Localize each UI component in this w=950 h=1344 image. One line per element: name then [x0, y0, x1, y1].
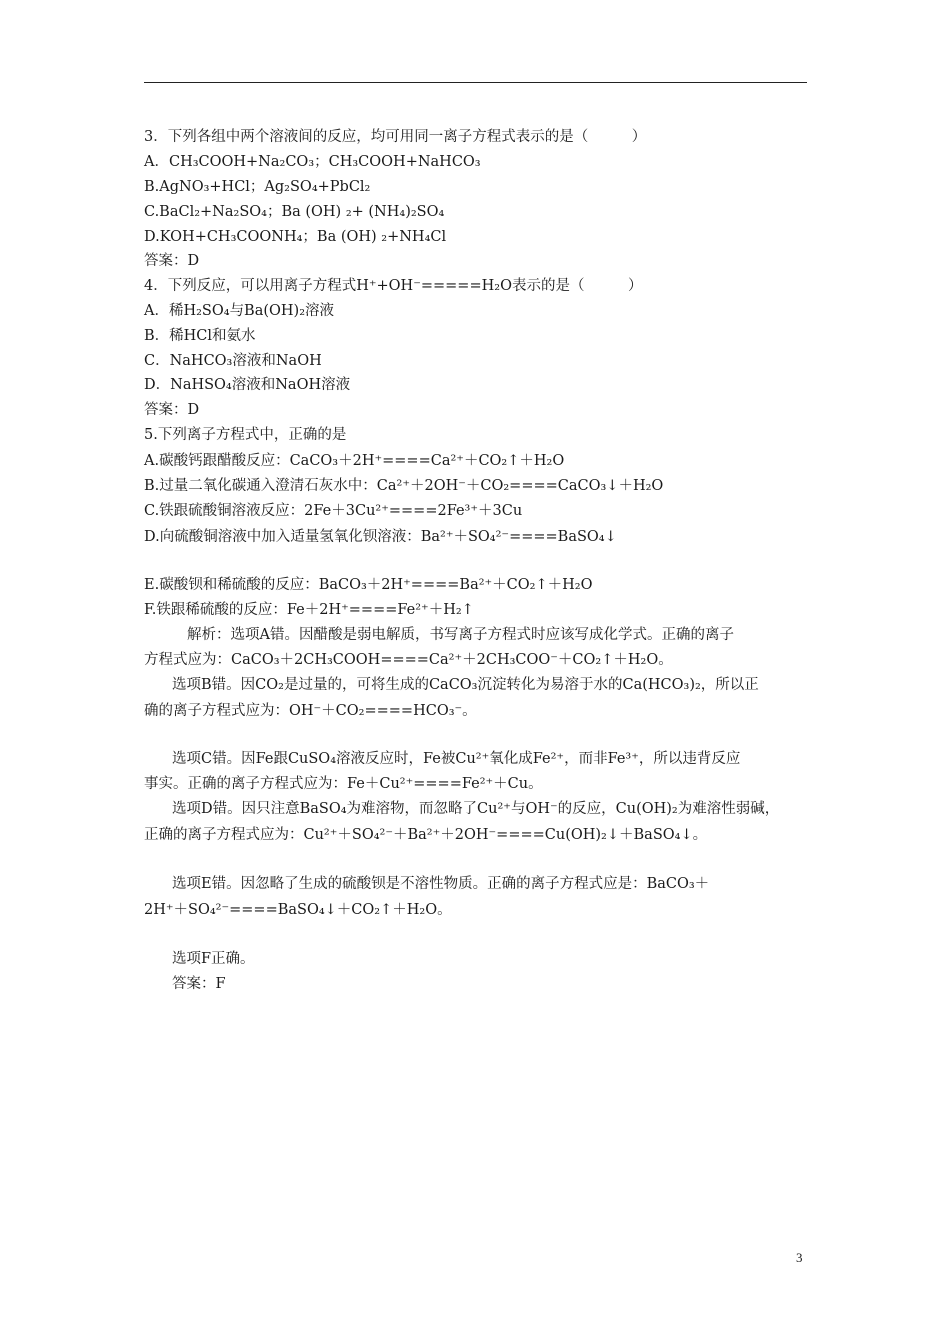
question-3-stem: 3．下列各组中两个溶液间的反应，均可用同一离子方程式表示的是（ ）: [144, 129, 647, 145]
analysis-e-line-2: 2H⁺＋SO₄²⁻====BaSO₄↓＋CO₂↑＋H₂O。: [144, 902, 452, 918]
question-3-option-d: D.KOH+CH₃COONH₄；Ba (OH) ₂+NH₄Cl: [144, 229, 447, 245]
question-4-stem: 4．下列反应，可以用离子方程式H⁺+OH⁻=====H₂O表示的是（ ）: [144, 278, 643, 294]
analysis-c-line-2: 事实。正确的离子方程式应为：Fe＋Cu²⁺====Fe²⁺＋Cu。: [144, 776, 543, 792]
question-4-option-b: B．稀HCl和氨水: [144, 328, 256, 344]
question-4-option-d: D．NaHSO₄溶液和NaOH溶液: [144, 377, 351, 393]
question-5-option-d: D.向硫酸铜溶液中加入适量氢氧化钡溶液：Ba²⁺＋SO₄²⁻====BaSO₄↓: [144, 529, 617, 545]
analysis-e-line-1: 选项E错。因忽略了生成的硫酸钡是不溶性物质。正确的离子方程式应是：BaCO₃＋: [172, 876, 710, 892]
analysis-d-line-2: 正确的离子方程式应为：Cu²⁺＋SO₄²⁻＋Ba²⁺＋2OH⁻====Cu(OH)₂↓＋BaSO₄↓。: [144, 827, 708, 843]
question-3-option-a: A．CH₃COOH+Na₂CO₃；CH₃COOH+NaHCO₃: [144, 154, 481, 170]
question-5-answer: 答案：F: [172, 976, 226, 992]
question-3-option-b: B.AgNO₃+HCl；Ag₂SO₄+PbCl₂: [144, 179, 371, 195]
page-number: 3: [796, 1250, 803, 1265]
header-rule: [144, 82, 807, 83]
analysis-b-line-2: 确的离子方程式应为：OH⁻＋CO₂====HCO₃⁻。: [144, 703, 477, 719]
question-3-option-c: C.BaCl₂+Na₂SO₄；Ba (OH) ₂+ (NH₄)₂SO₄: [144, 204, 445, 220]
question-3-answer: 答案：D: [144, 253, 200, 269]
question-4-option-c: C．NaHCO₃溶液和NaOH: [144, 353, 322, 369]
question-5-option-b: B.过量二氧化碳通入澄清石灰水中：Ca²⁺＋2OH⁻＋CO₂====CaCO₃↓＋H₂O: [144, 478, 664, 494]
question-5-stem: 5.下列离子方程式中，正确的是: [144, 427, 347, 443]
analysis-d-line-1: 选项D错。因只注意BaSO₄为难溶物，而忽略了Cu²⁺与OH⁻的反应，Cu(OH)₂为难溶性弱碱，: [172, 801, 780, 817]
analysis-a-line-1: 解析：选项A错。因醋酸是弱电解质，书写离子方程式时应该写成化学式。正确的离子: [187, 627, 734, 643]
question-4-option-a: A．稀H₂SO₄与Ba(OH)₂溶液: [144, 303, 335, 319]
analysis-a-line-2: 方程式应为：CaCO₃＋2CH₃COOH====Ca²⁺＋2CH₃COO⁻＋CO₂↑＋H₂O。: [144, 652, 673, 668]
question-4-answer: 答案：D: [144, 402, 200, 418]
analysis-b-line-1: 选项B错。因CO₂是过量的，可将生成的CaCO₃沉淀转化为易溶于水的Ca(HCO₃)₂，所以正: [172, 677, 759, 693]
analysis-c-line-1: 选项C错。因Fe跟CuSO₄溶液反应时，Fe被Cu²⁺氧化成Fe²⁺，而非Fe³⁺，所以违背反应: [172, 751, 741, 767]
question-5-option-e: E.碳酸钡和稀硫酸的反应：BaCO₃＋2H⁺====Ba²⁺＋CO₂↑＋H₂O: [144, 577, 593, 593]
question-5-option-f: F.铁跟稀硫酸的反应：Fe＋2H⁺====Fe²⁺＋H₂↑: [144, 602, 474, 618]
question-5-option-c: C.铁跟硫酸铜溶液反应：2Fe＋3Cu²⁺====2Fe³⁺＋3Cu: [144, 503, 523, 519]
analysis-f-line: 选项F正确。: [172, 951, 255, 967]
question-5-option-a: A.碳酸钙跟醋酸反应：CaCO₃＋2H⁺====Ca²⁺＋CO₂↑＋H₂O: [144, 453, 565, 469]
